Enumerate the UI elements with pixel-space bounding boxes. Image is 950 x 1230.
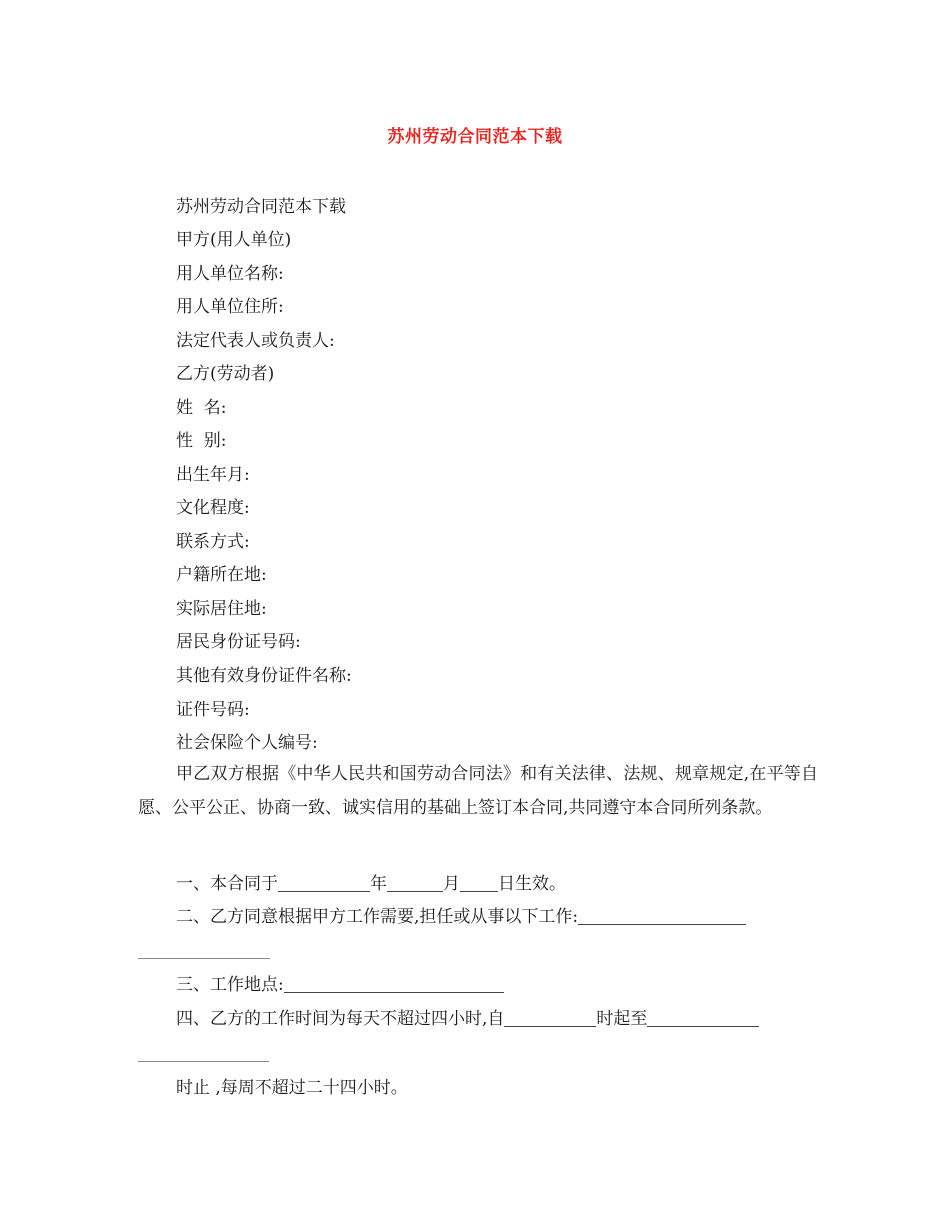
field-line: 居民身份证号码:: [176, 632, 301, 652]
clause-3-text: 三、工作地点:: [176, 975, 284, 995]
clause-4-mid: 时起至: [596, 1009, 648, 1029]
field-line: 其他有效身份证件名称:: [176, 666, 352, 686]
clause-1-day: 日生效。: [498, 874, 566, 894]
start-hour-blank: [504, 1008, 596, 1027]
field-line: 实际居住地:: [176, 599, 267, 619]
field-line: 出生年月:: [176, 465, 250, 485]
workplace-blank: [284, 974, 504, 993]
job-blank: [578, 906, 746, 925]
job-blank-continuation: [138, 958, 270, 959]
clause-2-text: 二、乙方同意根据甲方工作需要,担任或从事以下工作:: [176, 907, 579, 927]
field-line: 文化程度:: [176, 498, 250, 518]
clause-4-prefix: 四、乙方的工作时间为每天不超过四小时,自: [176, 1009, 505, 1029]
clause-1: [176, 873, 566, 894]
clause-2: [176, 906, 746, 927]
clause-1-year: 年: [370, 874, 387, 894]
end-hour-blank-continuation: [138, 1061, 269, 1062]
clause-4: [176, 1008, 759, 1029]
field-line: 乙方(劳动者): [176, 364, 275, 384]
field-line: 苏州劳动合同范本下载: [176, 197, 346, 217]
clause-1-month: 月: [443, 874, 460, 894]
field-line: 社会保险个人编号:: [176, 733, 318, 753]
field-line: 用人单位住所:: [176, 297, 284, 317]
month-blank: [387, 873, 443, 892]
field-line: 姓 名:: [176, 398, 227, 418]
field-line: 户籍所在地:: [176, 565, 267, 585]
clause-1-prefix: 一、本合同于: [176, 874, 278, 894]
field-line: 联系方式:: [176, 532, 250, 552]
field-line: 甲方(用人单位): [176, 230, 292, 250]
preamble-paragraph: 甲乙双方根据《中华人民共和国劳动合同法》和有关法律、法规、规章规定,在平等自愿、公平公正、协商一致、诚实信用的基础上签订本合同,共同遵守本合同所列条款。: [138, 764, 818, 818]
clause-4-end: 时止 ,每周不超过二十四小时。: [176, 1078, 408, 1098]
document-title: 苏州劳动合同范本下载: [387, 127, 563, 147]
field-line: 证件号码:: [176, 700, 250, 720]
end-hour-blank: [647, 1008, 759, 1027]
field-line: 用人单位名称:: [176, 264, 284, 284]
field-line: 法定代表人或负责人:: [176, 331, 335, 351]
day-blank: [460, 873, 498, 892]
field-line: 性 别:: [176, 431, 227, 451]
year-blank: [278, 873, 370, 892]
clause-3: [176, 974, 504, 995]
